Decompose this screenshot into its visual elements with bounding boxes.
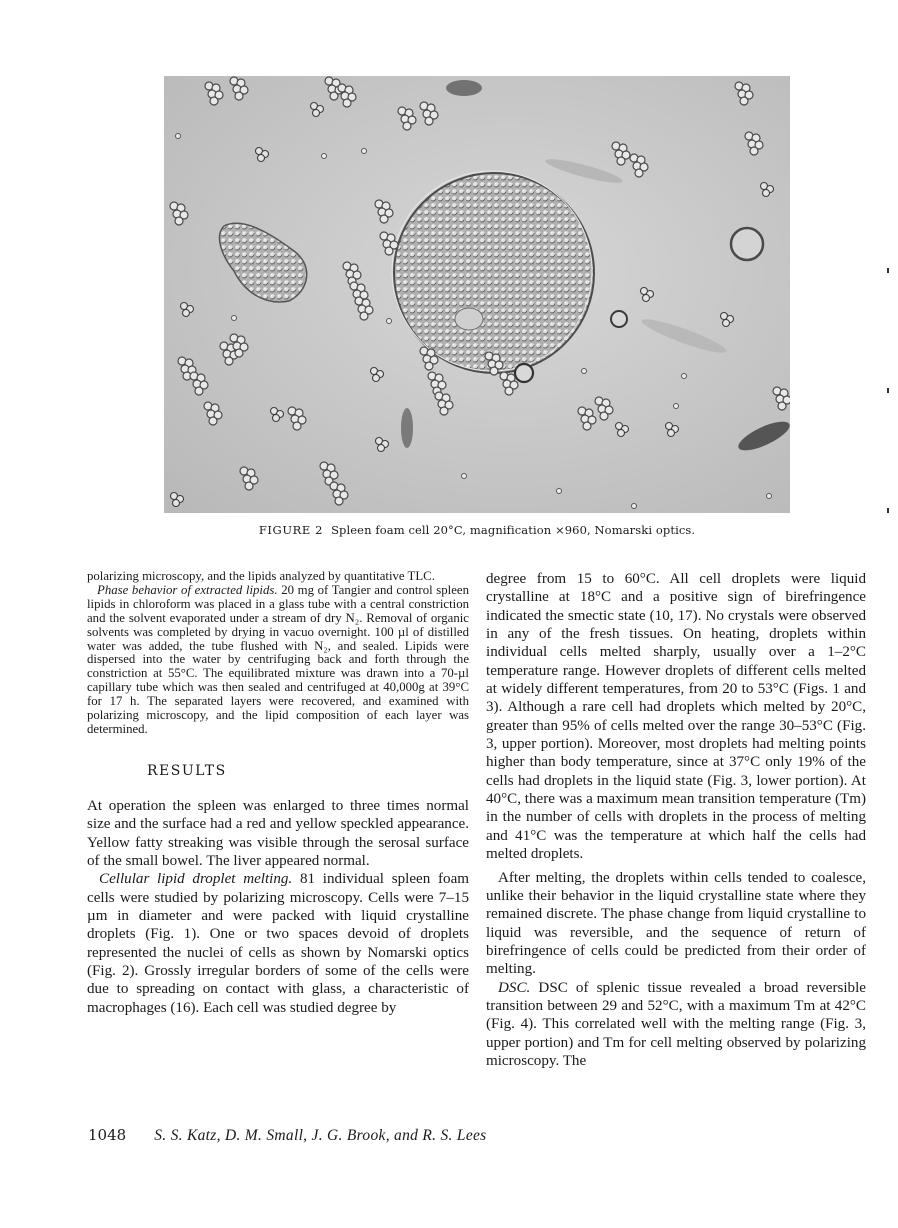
authors: S. S. Katz, D. M. Small, J. G. Brook, and R. S. Lees <box>154 1127 487 1144</box>
figure-micrograph <box>164 76 790 513</box>
paragraph-after-melting: After melting, the droplets within cells tended to coalesce, unlike their behavior in the liquid crystalline state where they remained discrete. The phase change from liquid crystalline to liquid was reversible, and the sequence of return of birefringence of cells could be predicted from their order of melting. <box>486 869 866 978</box>
cellular-melting-title: Cellular lipid droplet melting. <box>99 871 293 888</box>
micrograph-image <box>164 76 790 513</box>
paragraph-dsc <box>486 979 866 1071</box>
paragraph-cellular-melting <box>87 870 469 1017</box>
phase-behavior-text: 20 mg of Tangier and control spleen lipids in chloroform was placed in a glass tube with a central constriction and the solvent evaporated under a stream of dry N₂. Removal of organic solvents was completed by drying in vacuo overnight. 100 µl of distilled water was added, the tube flushed with N₂, and sealed. Lipids were dispersed into the water by centrifuging back and forth through the constriction at 55°C. The equilibrated mixture was drawn into a 70-µl capillary tube which was then sealed and centrifuged at 40,000g at 39°C for 17 h. The separated layers were recovered, and examined with polarizing microscopy, and the lipid composition of each layer was determined. <box>87 582 469 736</box>
right-column <box>486 570 866 1070</box>
page-number: 1048 <box>88 1126 127 1144</box>
page-footer <box>88 1126 788 1145</box>
figure-label: FIGURE 2 <box>258 523 324 537</box>
figure-caption-text: Spleen foam cell 20°C, magnification ×960, Nomarski optics. <box>331 523 696 537</box>
left-column <box>87 570 469 1017</box>
phase-behavior-title: Phase behavior of extracted lipids. <box>97 582 278 597</box>
margin-mark <box>887 388 889 393</box>
dsc-title: DSC. <box>498 979 531 996</box>
paragraph-methods-end: polarizing microscopy, and the lipids analyzed by quantitative TLC. <box>87 569 435 583</box>
figure-caption <box>164 523 790 537</box>
paragraph-degree: degree from 15 to 60°C. All cell droplets were liquid crystalline at 18°C and a positive sign of birefringence indicated the smectic state (10, 17). No crystals were observed in any of the fresh tissues. On heating, droplets within individual cells melted sharply, usually over a 1–2°C temperature range. However droplets of different cells melted at widely different temperatures, from 20 to 53°C (Figs. 1 and 3). Although a rare cell had droplets which melted by 20°C, greater than 95% of cells melted over the range 30–53°C (Fig. 3, upper portion). Moreover, most droplets had melting points higher than body temperature, since at 37°C only 19% of the cells had droplets in the liquid state (Fig. 3, lower portion). At 40°C, there was a maximum mean transition temperature (Tm) in the number of cells with droplets in the process of melting and 41°C was the temperature at which half the cells had melted droplets. <box>486 571 866 863</box>
section-heading-results: RESULTS <box>147 762 227 779</box>
margin-mark <box>887 508 889 513</box>
paragraph-phase-behavior <box>87 584 469 737</box>
cellular-melting-text: 81 individual spleen foam cells were studied by polarizing microscopy. Cells were 7–15 µm in diameter and were packed with liquid crystalline droplets (Fig. 1). One or two spaces devoid of droplets represented the nuclei of cells as shown by Nomarski optics (Fig. 2). Grossly irregular borders of some of the cells were due to spreading on contact with glass, a characteristic of macrophages (16). Each cell was studied degree by <box>87 871 470 1016</box>
paragraph-operation: At operation the spleen was enlarged to three times normal size and the surface had a red and yellow speckled appearance. Yellow fatty streaking was visible through the serosal surface of the small bowel. The liver appeared normal. <box>87 797 469 869</box>
margin-mark <box>887 268 889 273</box>
dsc-text: DSC of splenic tissue revealed a broad reversible transition between 29 and 52°C, with a maximum Tm at 42°C (Fig. 4). This correlated well with the melting range (Fig. 3, upper portion) and Tm for cell melting observed by polarizing microscopy. The <box>486 979 866 1069</box>
